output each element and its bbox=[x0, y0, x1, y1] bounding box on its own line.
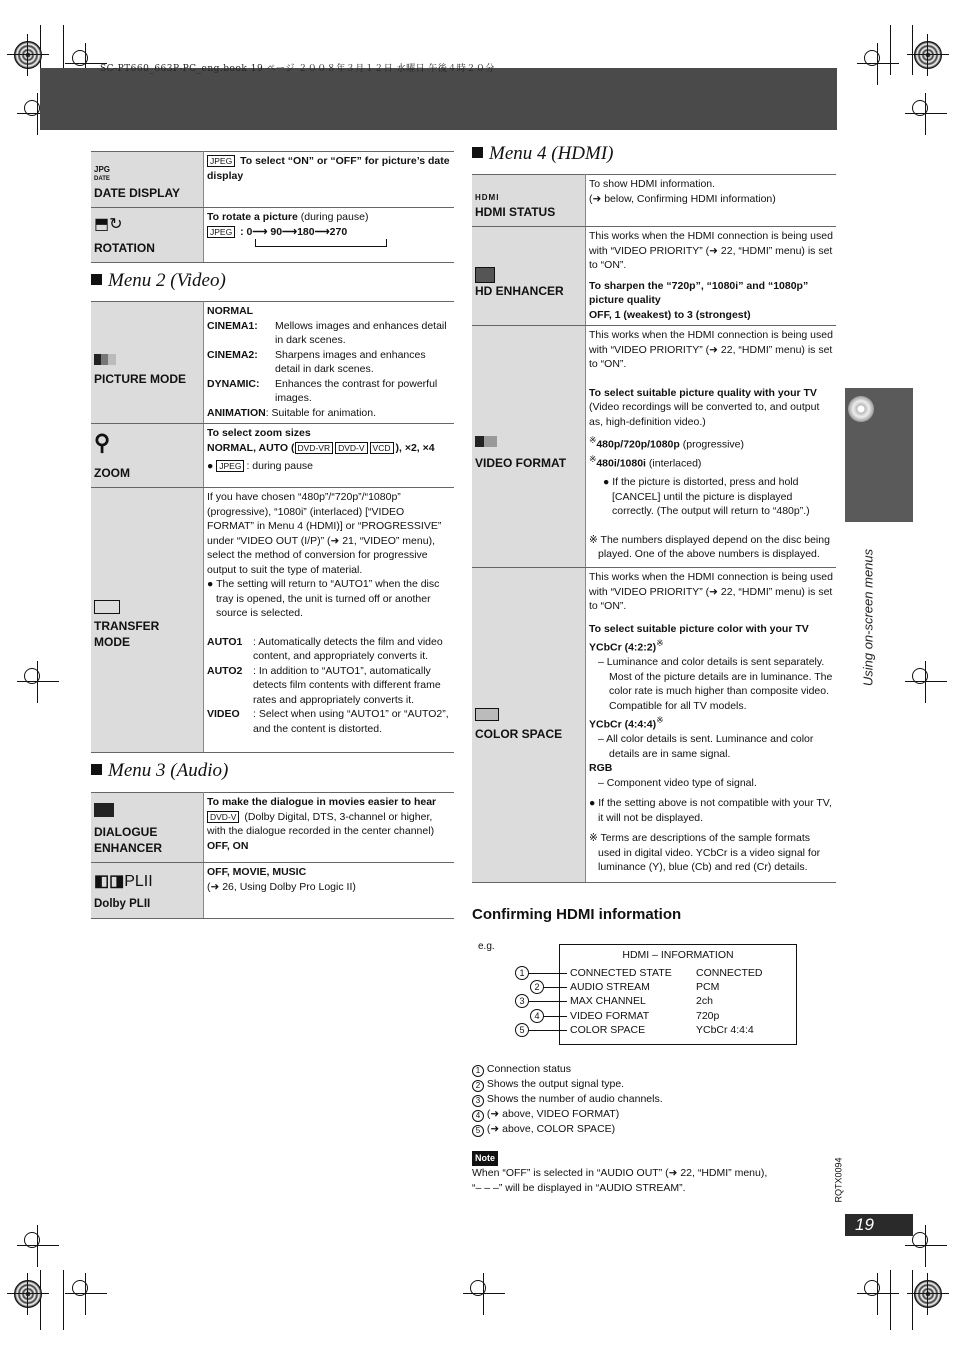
info-value: CONNECTED bbox=[696, 967, 763, 979]
dialogue-label bbox=[94, 824, 162, 856]
picture-mode-icon bbox=[94, 354, 116, 365]
bullet-square bbox=[472, 147, 483, 158]
rotation-icon: ⬒↻ bbox=[94, 216, 123, 233]
page-number: 19 bbox=[845, 1214, 913, 1236]
table-row bbox=[91, 152, 454, 208]
crop-line bbox=[912, 1270, 913, 1330]
list-item bbox=[472, 1122, 663, 1137]
crop-line bbox=[912, 25, 913, 75]
print-info: SC-PT660_663P-PC_eng.book 19 ページ ２００８年３月１２日 水曜日 午後４時２０分 bbox=[100, 64, 495, 74]
hdmi-status-line1: To show HDMI information. bbox=[589, 178, 716, 190]
color-space-footnote: ※ Terms are descriptions of the sample formats used in digital video. YCbCr is a video signal for luminance (Y), blue (Cb) and red (Cr) details. bbox=[589, 832, 821, 873]
table-row bbox=[91, 793, 454, 863]
picture-mode-normal: NORMAL bbox=[207, 305, 254, 317]
info-key: CONNECTED STATE bbox=[570, 967, 672, 979]
legend-text: Shows the number of audio channels. bbox=[486, 1093, 663, 1105]
side-label bbox=[858, 535, 876, 705]
legend-text: (➜ above, VIDEO FORMAT) bbox=[486, 1108, 620, 1120]
table-row bbox=[91, 208, 454, 263]
option-interlaced: 480i/1080i bbox=[596, 457, 646, 470]
callout-number: 1 bbox=[515, 966, 529, 980]
registration-mark bbox=[14, 1280, 42, 1308]
dialogue-head: To make the dialogue in movies easier to hear bbox=[207, 796, 437, 808]
list-item bbox=[207, 635, 451, 664]
table-row bbox=[91, 424, 454, 488]
dvd-vr-tag: DVD-VR bbox=[295, 442, 334, 454]
table-row bbox=[472, 175, 836, 227]
video-format-footnote: ※ The numbers displayed depend on the disc being played. One of the above numbers is displayed. bbox=[589, 533, 830, 560]
menu4-title-text: Menu 4 (HDMI) bbox=[489, 143, 614, 164]
callout-number: 4 bbox=[530, 1009, 544, 1023]
date-display-label: DATE DISPLAY bbox=[94, 186, 181, 200]
option-value: : Suitable for animation. bbox=[265, 406, 377, 419]
date-display-text: To select “ON” or “OFF” for picture’s date display bbox=[207, 155, 450, 182]
crosshair-mark bbox=[912, 1232, 928, 1248]
callout-line bbox=[529, 973, 567, 974]
color-space-bullet-text: If the setting above is not compatible with your TV, it will not be displayed. bbox=[598, 797, 832, 824]
list-item bbox=[472, 1062, 663, 1077]
crop-line bbox=[63, 1270, 64, 1330]
video-format-footnote-text: The numbers displayed depend on the disc being played. One of the above numbers is displayed. bbox=[598, 533, 830, 560]
video-format-bullet-text: If the picture is distorted, press and hold [CANCEL] until the picture is displayed correctly. (The output will return to “480p”.) bbox=[612, 476, 810, 517]
dolby-logo-icon: ◧◨PLII bbox=[94, 873, 153, 890]
date-display-desc bbox=[204, 152, 455, 208]
registration-mark bbox=[914, 1280, 942, 1308]
hd-enhancer-icon bbox=[475, 267, 495, 283]
list-item bbox=[207, 348, 451, 377]
dolby-options: OFF, MOVIE, MUSIC bbox=[207, 866, 307, 878]
crosshair-mark bbox=[912, 668, 928, 684]
dolby-ref: (➜ 26, Using Dolby Pro Logic II) bbox=[207, 880, 356, 893]
dolby-label: Dolby PLII bbox=[94, 898, 151, 910]
rotation-return-arrow bbox=[255, 239, 387, 247]
callout-number: 5 bbox=[515, 1023, 529, 1037]
dialogue-text: (Dolby Digital, DTS, 3-channel or higher, with the dialogue recorded in the center channel) bbox=[207, 810, 435, 837]
rotation-desc bbox=[204, 208, 455, 263]
menu1-table bbox=[91, 151, 454, 263]
magnifier-icon: ⚲ bbox=[94, 430, 111, 455]
info-key: MAX CHANNEL bbox=[570, 995, 646, 1007]
transfer-mode-icon bbox=[94, 600, 120, 614]
legend-list bbox=[472, 1062, 663, 1137]
dvd-v-tag: DVD-V bbox=[335, 442, 367, 454]
transfer-bullet-text: The setting will return to “AUTO1” when the disc tray is opened, the unit is turned off or another source is selected. bbox=[216, 578, 440, 619]
transfer-label-2: MODE bbox=[94, 635, 130, 649]
color-space-footnote-text: Terms are descriptions of the sample formats used in digital video. YCbCr is a video signal for luminance (Y), blue (Cb) and red (Cr) details. bbox=[598, 832, 821, 873]
callout-number: 2 bbox=[530, 980, 544, 994]
hdmi-status-line2: (➜ below, Confirming HDMI information) bbox=[589, 192, 776, 205]
legend-number: 5 bbox=[472, 1125, 484, 1137]
jpeg-tag: JPEG bbox=[216, 460, 244, 472]
note-tag: Note bbox=[472, 1151, 498, 1166]
option-value: : Select when using “AUTO1” or “AUTO2”, and the content is distorted. bbox=[253, 708, 449, 735]
hdmi-icon: HDMI bbox=[475, 193, 500, 202]
color-space-icon bbox=[475, 708, 499, 721]
zoom-desc: To select zoom sizes NORMAL, AUTO ( DVD-VR DVD-V VCD ), ×2, ×4 ● JPEG : during pause bbox=[204, 424, 455, 488]
video-format-head: To select suitable picture quality with your TV bbox=[589, 386, 817, 399]
legend-text: Shows the output signal type. bbox=[486, 1078, 625, 1090]
eg-label: e.g. bbox=[478, 941, 495, 952]
legend-text: Connection status bbox=[486, 1063, 571, 1075]
transfer-bullet: ● The setting will return to “AUTO1” when the disc tray is opened, the unit is turned off or another source is selected. bbox=[207, 578, 440, 619]
option-value: Enhances the contrast for powerful images. bbox=[275, 377, 438, 404]
menu2-title bbox=[91, 270, 226, 292]
rotation-label: ROTATION bbox=[94, 241, 155, 255]
transfer-label-1: TRANSFER bbox=[94, 619, 160, 633]
dialogue-options: OFF, ON bbox=[207, 839, 249, 852]
list-item bbox=[207, 707, 451, 736]
video-format-icon bbox=[475, 436, 497, 447]
option-rgb: RGB bbox=[589, 762, 613, 774]
hdmi-status-desc bbox=[586, 175, 837, 227]
zoom-label: ZOOM bbox=[94, 466, 130, 480]
option-value: : Automatically detects the film and video content, and appropriately converts it. bbox=[253, 635, 443, 662]
menu4-table bbox=[472, 174, 836, 883]
crosshair-mark bbox=[72, 50, 88, 66]
transfer-intro: If you have chosen “480p”/“720p”/“1080p” (progressive), “1080i” (interlaced) [“VIDEO FORMAT” in Menu 4 (HDMI)] or “PROGRESSIVE” under “VIDEO OUT (I/P)” (➜ 21, “VIDEO” menu), select the method of conversion for progressive output to suit the type of material. bbox=[207, 491, 442, 576]
crosshair-mark bbox=[24, 668, 40, 684]
color-space-intro: This works when the HDMI connection is being used with “VIDEO PRIORITY” (➜ 22, “HDMI” menu) is set to “ON”. bbox=[589, 571, 833, 612]
legend-number: 3 bbox=[472, 1095, 484, 1107]
dolby-logo-text: PLII bbox=[124, 873, 153, 890]
option-key: AUTO2 bbox=[207, 664, 243, 677]
option-ycbcr-422-desc: – Luminance and color details is sent separately. Most of the picture details are in luminance. The color rate is much higher than composite video. Compatible for all TV models. bbox=[598, 656, 833, 712]
hd-enhancer-label: HD ENHANCER bbox=[475, 284, 564, 298]
list-item bbox=[472, 1077, 663, 1092]
registration-mark bbox=[14, 41, 42, 69]
video-format-desc: This works when the HDMI connection is being used with “VIDEO PRIORITY” (➜ 22, “HDMI” menu) is set to “ON”. To select suitable picture quality with your TV (Video recordings will be converted to, and output as, high-definition video.) ※480p/720p/1080p (progressive) ※480i/1080i (interlaced) ● If the picture is distorted, press and hold [CANCEL] until the picture is displayed correctly. (The output will return to “480p”.) ※ The numbers displayed depend on the disc being played. One of the above numbers is displayed. bbox=[586, 326, 837, 568]
dolby-desc bbox=[204, 863, 455, 919]
rotation-sequence: : 0⟶ 90⟶180⟶270 bbox=[240, 225, 348, 238]
crosshair-mark bbox=[72, 1280, 88, 1296]
registration-mark bbox=[914, 41, 942, 69]
option-key: CINEMA1: bbox=[207, 319, 258, 332]
note-line-1: When “OFF” is selected in “AUDIO OUT” (➜ 22, “HDMI” menu), bbox=[472, 1167, 768, 1179]
option-key: AUTO1 bbox=[207, 635, 243, 648]
color-space-desc: This works when the HDMI connection is being used with “VIDEO PRIORITY” (➜ 22, “HDMI” menu) is set to “ON”. To select suitable picture color with your TV YCbCr (4:2:2)※ – Luminance and color details is sent separately. Most of the picture details are in luminance. The color rate is much higher than composite video. Compatible for all TV models. YCbCr (4:4:4)※ – All color details is sent. Luminance and color details are in same signal. RGB – Component video type of signal. ● If the setting above is not compatible with your TV, it will not be displayed. ※ Terms are descriptions of the sample formats used in digital video. YCbCr is a video signal for luminance (Y), blue (Cb) and red (Cr) details. bbox=[586, 568, 837, 883]
zoom-head: To select zoom sizes bbox=[207, 427, 311, 439]
table-row bbox=[91, 863, 454, 919]
info-key: COLOR SPACE bbox=[570, 1024, 646, 1036]
vcd-tag: VCD bbox=[370, 442, 394, 454]
transfer-mode-desc bbox=[204, 488, 455, 753]
dialogue-desc bbox=[204, 793, 455, 863]
table-row bbox=[472, 568, 836, 883]
option-rgb-desc: – Component video type of signal. bbox=[598, 776, 757, 789]
picture-mode-label: PICTURE MODE bbox=[94, 372, 187, 386]
hd-enhancer-options: OFF, 1 (weakest) to 3 (strongest) bbox=[589, 308, 751, 321]
option-ycbcr-444: YCbCr (4:4:4) bbox=[589, 718, 657, 731]
crosshair-mark bbox=[24, 1232, 40, 1248]
hd-enhancer-head: To sharpen the “720p”, “1080i” and “1080p” picture quality bbox=[589, 279, 809, 306]
table-row bbox=[472, 326, 836, 568]
rotation-head: To rotate a picture bbox=[207, 211, 298, 223]
callout-line bbox=[529, 1030, 567, 1031]
color-space-label: COLOR SPACE bbox=[475, 727, 563, 741]
zoom-note: : during pause bbox=[246, 460, 314, 472]
color-space-bullet: ● If the setting above is not compatible with your TV, it will not be displayed. bbox=[589, 797, 832, 824]
hd-enhancer-desc bbox=[586, 227, 837, 326]
crop-line bbox=[890, 1270, 891, 1330]
hd-enhancer-intro: This works when the HDMI connection is being used with “VIDEO PRIORITY” (➜ 22, “HDMI” menu) is set to “ON”. bbox=[589, 230, 833, 271]
callout-number: 3 bbox=[515, 994, 529, 1008]
video-format-intro: This works when the HDMI connection is being used with “VIDEO PRIORITY” (➜ 22, “HDMI” menu) is set to “ON”. bbox=[589, 329, 833, 370]
menu4-title bbox=[472, 143, 614, 165]
rotation-head-rest: (during pause) bbox=[297, 211, 369, 223]
doc-code-text: RQTX0094 bbox=[833, 1157, 844, 1203]
crosshair-mark bbox=[912, 100, 928, 116]
color-space-head: To select suitable picture color with your TV bbox=[589, 622, 809, 635]
crop-line bbox=[890, 25, 891, 75]
crosshair-mark bbox=[864, 50, 880, 66]
option-ycbcr-422: YCbCr (4:2:2) bbox=[589, 641, 657, 654]
jpeg-tag: JPEG bbox=[207, 155, 235, 167]
header-bar bbox=[40, 68, 837, 130]
option-value: : In addition to “AUTO1”, automatically detects film contents with different frame rates and appropriately converts it. bbox=[253, 664, 441, 706]
info-key: VIDEO FORMAT bbox=[570, 1010, 650, 1022]
menu3-title bbox=[91, 760, 228, 782]
option-progressive: 480p/720p/1080p bbox=[596, 438, 680, 451]
dialogue-label-1: DIALOGUE bbox=[94, 825, 158, 839]
side-label-text: Using on-screen menus bbox=[860, 548, 876, 687]
hdmi-status-label: HDMI STATUS bbox=[475, 205, 556, 219]
info-value: 720p bbox=[696, 1010, 720, 1022]
option-key: VIDEO bbox=[207, 708, 240, 720]
crosshair-mark bbox=[864, 1280, 880, 1296]
option-value: Sharpens images and enhances detail in dark scenes. bbox=[275, 348, 426, 375]
crosshair-mark bbox=[470, 1280, 486, 1296]
hdmi-info-title: HDMI – INFORMATION bbox=[622, 949, 734, 961]
jpg-date-icon: JPG DATE bbox=[94, 165, 111, 182]
menu3-table bbox=[91, 792, 454, 919]
table-row bbox=[91, 488, 454, 753]
doc-code bbox=[833, 1155, 850, 1205]
dialogue-icon bbox=[94, 803, 114, 817]
info-value: 2ch bbox=[696, 995, 713, 1007]
list-item bbox=[472, 1092, 663, 1107]
table-row bbox=[91, 302, 454, 424]
transfer-mode-label bbox=[94, 618, 159, 650]
list-item bbox=[207, 664, 451, 708]
bullet-square bbox=[91, 274, 102, 285]
confirm-title: Confirming HDMI information bbox=[472, 906, 682, 923]
option-progressive-note: (progressive) bbox=[679, 438, 745, 451]
menu3-title-text: Menu 3 (Audio) bbox=[108, 760, 229, 781]
option-key: DYNAMIC: bbox=[207, 377, 260, 390]
info-value: YCbCr 4:4:4 bbox=[696, 1024, 754, 1036]
legend-number: 2 bbox=[472, 1080, 484, 1092]
callout-line bbox=[544, 1016, 567, 1017]
menu2-title-text: Menu 2 (Video) bbox=[108, 270, 226, 291]
info-key: AUDIO STREAM bbox=[570, 981, 650, 993]
hdmi-info-box bbox=[559, 944, 797, 1045]
picture-mode-desc bbox=[204, 302, 455, 424]
disc-icon bbox=[848, 396, 874, 422]
list-item bbox=[472, 1107, 663, 1122]
menu2-table bbox=[91, 301, 454, 753]
info-value: PCM bbox=[696, 981, 720, 993]
table-row bbox=[472, 227, 836, 326]
video-format-label: VIDEO FORMAT bbox=[475, 456, 567, 470]
option-interlaced-note: (interlaced) bbox=[645, 457, 702, 470]
option-ycbcr-444-desc: – All color details is sent. Luminance and color details are in same signal. bbox=[598, 733, 814, 760]
video-format-sub: (Video recordings will be converted to, and output as, high-definition video.) bbox=[589, 401, 820, 428]
callout-line bbox=[544, 987, 567, 988]
option-value: Mellows images and enhances detail in dark scenes. bbox=[275, 319, 447, 346]
callout-line bbox=[529, 1001, 567, 1002]
legend-number: 1 bbox=[472, 1065, 484, 1077]
legend-text: (➜ above, COLOR SPACE) bbox=[486, 1123, 616, 1135]
bullet-square bbox=[91, 764, 102, 775]
crosshair-mark bbox=[24, 100, 40, 116]
zoom-sizes: NORMAL, AUTO ( bbox=[207, 441, 295, 454]
list-item bbox=[207, 319, 451, 348]
video-format-bullet: ● If the picture is distorted, press and hold [CANCEL] until the picture is displayed correctly. (The output will return to “480p”.) bbox=[603, 476, 810, 517]
legend-number: 4 bbox=[472, 1110, 484, 1122]
dvd-v-tag: DVD-V bbox=[207, 811, 239, 823]
dialogue-label-2: ENHANCER bbox=[94, 841, 163, 855]
list-item bbox=[207, 377, 451, 406]
note-line-2: “– – –” will be displayed in “AUDIO STREAM”. bbox=[472, 1182, 686, 1194]
note-block bbox=[472, 1151, 767, 1196]
option-key: CINEMA2: bbox=[207, 348, 258, 361]
option-key: ANIMATION bbox=[207, 406, 266, 419]
jpeg-tag: JPEG bbox=[207, 226, 235, 238]
zoom-sizes-end: ), ×2, ×4 bbox=[395, 441, 435, 454]
